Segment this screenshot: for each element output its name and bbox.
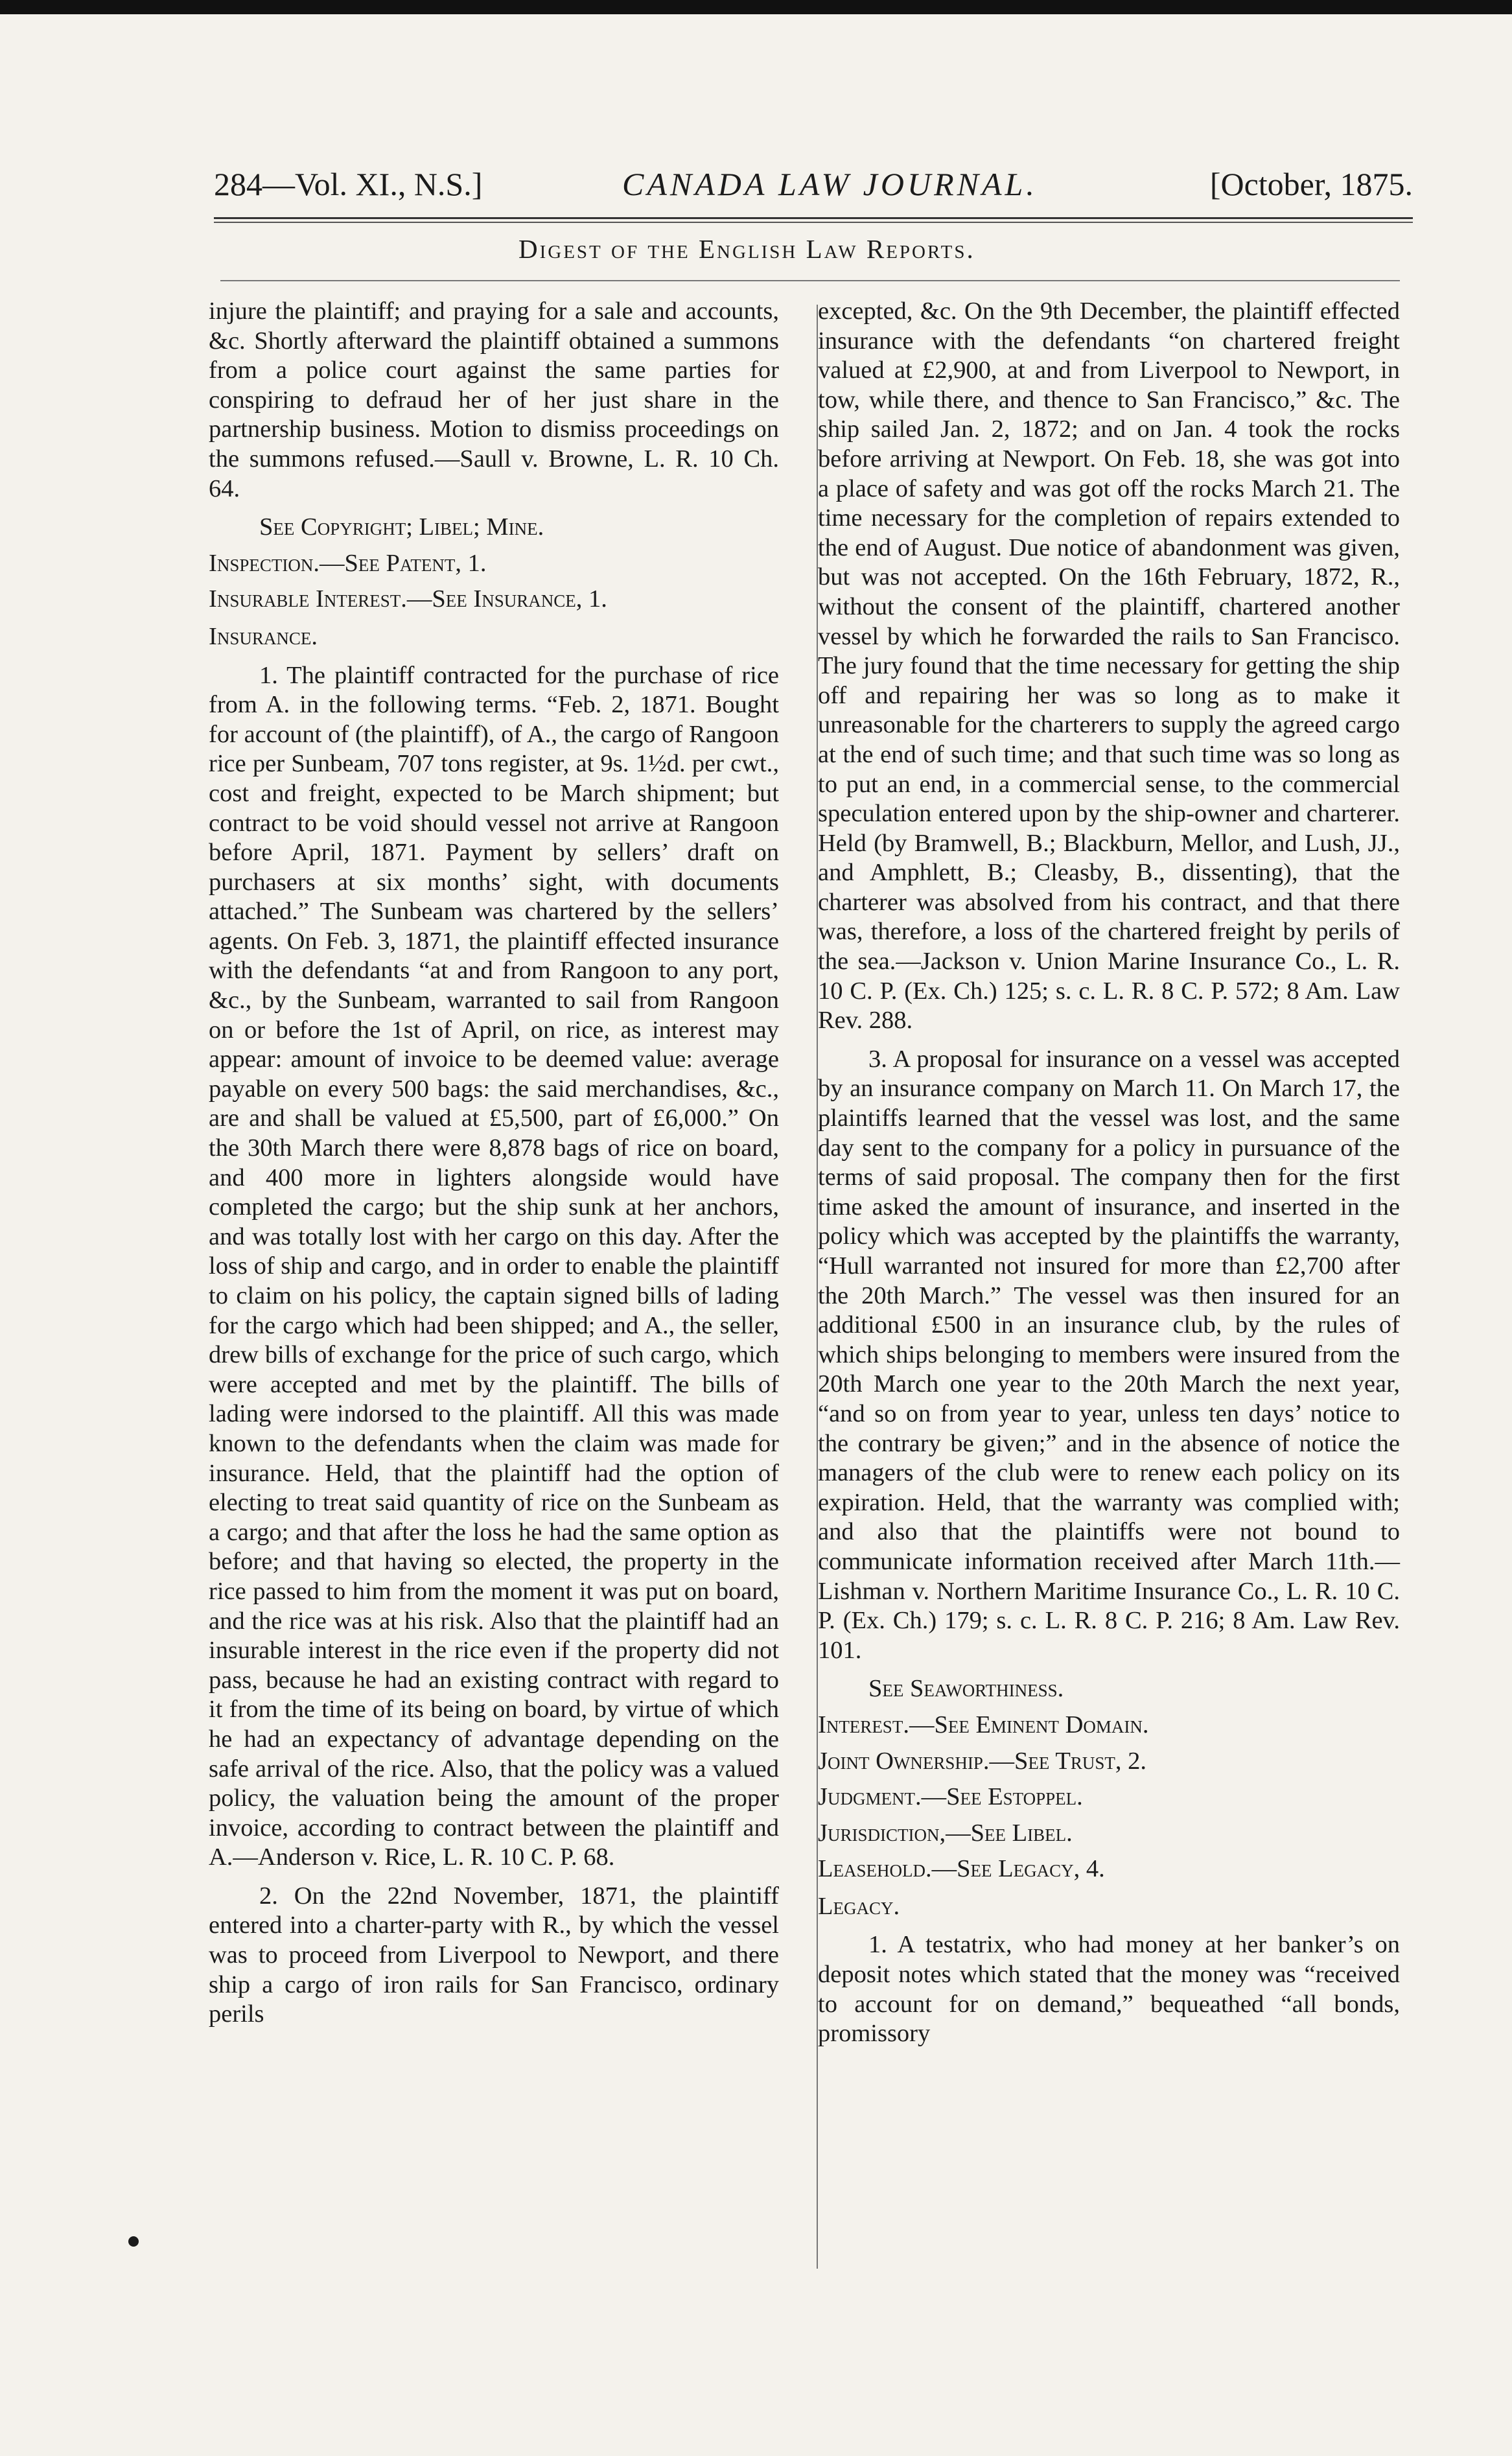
entry-heading: Insurance. [209, 622, 318, 650]
index-entry: Jurisdiction,—See Libel. [818, 1819, 1073, 1847]
index-entry: Inspection.—See Patent, 1. [209, 549, 487, 577]
digest-paragraph: 1. A testatrix, who had money at her banker’s on deposit notes which stated that the money was “received to account for on demand,” bequeathed “all bonds, promissory [818, 1931, 1400, 2048]
header-volume: 284—Vol. XI., N.S.] [214, 166, 483, 202]
digest-paragraph: 2. On the 22nd November, 1871, the plaintiff entered into a charter-party with R., by which the vessel was to proceed from Liverpool to Newport, and there ship a cargo of iron rails for San Francisco, ordinary perils [209, 1882, 779, 2028]
header-date: [October, 1875. [1209, 166, 1413, 202]
right-column [818, 297, 1400, 2049]
margin-mark [128, 2236, 139, 2247]
see-also-reference: See Copyright; Libel; Mine. [259, 513, 544, 541]
index-entry: Joint Ownership.—See Trust, 2. [818, 1747, 1147, 1775]
header-rule-thin [214, 222, 1413, 223]
continued-paragraph: excepted, &c. On the 9th December, the plaintiff effected insurance with the defendants “on chartered freight valued at £2,900, at and from Liverpool to Newport, in tow, while there, and thence to San Francisco,” &c. The ship sailed Jan. 2, 1872; and on Jan. 4 took the rocks before arriving at Newport. On Feb. 18, she was got into a place of safety and was got off the rocks March 21. The time necessary for the completion of repairs extended to the end of August. Due notice of abandonment was given, but was not accepted. On the 16th February, 1872, R., without the consent of the plaintiff, chartered another vessel by which he forwarded the rails to San Francisco. The jury found that the time necessary for getting the ship off and repairing her was so long as to make it unreasonable for the charterers to supply the agreed cargo at the end of such time; and that such time was so long as to put an end, in a commercial sense, to the commercial speculation entered upon by the ship-owner and charterer. Held (by Bramwell, B.; Blackburn, Mellor, and Lush, JJ., and Amphlett, B.; Cleasby, B., dissenting), that the charterer was absolved from his contract, and that there was, therefore, a loss of the chartered freight by perils of the sea.—Jackson v. Union Marine Insurance Co., L. R. 10 C. P. (Ex. Ch.) 125; s. c. L. R. 8 C. P. 572; 8 Am. Law Rev. 288. [818, 298, 1400, 1035]
index-entry: Interest.—See Eminent Domain. [818, 1711, 1149, 1738]
section-rule [220, 280, 1400, 281]
digest-paragraph: 1. The plaintiff contracted for the purchase of rice from A. in the following terms. “Feb. 2, 1871. Bought for account of (the plaintiff), of A., the cargo of Rangoon rice per Sunbeam, 707 tons register, at 9s. 1½d. per cwt., cost and freight, expected to be March shipment; but contract to be void should vessel not arrive at Rangoon before April, 1871. Payment by sellers’ draft on purchasers at six months’ sight, with documents attached.” The Sunbeam was chartered by the sellers’ agents. On Feb. 3, 1871, the plaintiff effected insurance with the defendants “at and from Rangoon to any port, &c., by the Sunbeam, warranted to sail from Rangoon on or before the 1st of April, on rice, as interest may appear: amount of invoice to be deemed value: average payable on every 500 bags: the said merchandises, &c., are and shall be valued at £5,500, part of £6,000.” On the 30th March there were 8,878 bags of rice on board, and 400 more in lighters alongside would have completed the cargo; but the ship sunk at her anchors, and was totally lost with her cargo on this day. After the loss of ship and cargo, and in order to enable the plaintiff to claim on his policy, the captain signed bills of lading for the cargo which had been shipped; and A., the seller, drew bills of exchange for the price of such cargo, which were accepted and met by the plaintiff. The bills of lading were indorsed to the plaintiff. All this was made known to the defendants when the claim was made for insurance. Held, that the plaintiff had the option of electing to treat said quantity of rice on the Sunbeam as a cargo; and that after the loss he had the same option as before; and that having so elected, the property in the rice passed to him from the moment it was put on board, and the rice was at his risk. Also that the plaintiff had an insurable interest in the rice even if the property did not pass, because he had an existing contract with regard to it from the time of its being on board, by virtue of which he had an expectancy of advantage depending on the safe arrival of the rice. Also, that the policy was a valued policy, the valuation being the amount of the proper invoice, according to contract between the plaintiff and A.—Anderson v. Rice, L. R. 10 C. P. 68. [209, 661, 779, 1871]
left-column [209, 297, 779, 2029]
section-heading: Digest of the English Law Reports. [518, 234, 975, 264]
continued-paragraph: injure the plaintiff; and praying for a sale and accounts, &c. Shortly afterward the plaintiff obtained a summons from a police court against the same parties for conspiring to defraud her of her just share in the partnership business. Motion to dismiss proceedings on the summons refused.—Saull v. Browne, L. R. 10 Ch. 64. [209, 298, 779, 502]
see-also-reference: See Seaworthiness. [868, 1675, 1064, 1703]
scan-top-edge [0, 0, 1512, 14]
journal-title: CANADA LAW JOURNAL. [622, 166, 1038, 202]
index-entry: Leasehold.—See Legacy, 4. [818, 1855, 1105, 1883]
index-entry: Judgment.—See Estoppel. [818, 1783, 1083, 1811]
index-entry: Insurable Interest.—See Insurance, 1. [209, 585, 607, 613]
digest-paragraph: 3. A proposal for insurance on a vessel was accepted by an insurance company on March 11. On March 17, the plaintiffs learned that the vessel was lost, and the same day sent to the company for a policy in pursuance of the terms of said proposal. The company then for the first time asked the amount of insurance, and inserted in the policy which was accepted by the plaintiffs the warranty, “Hull warranted not insured for more than £2,700 after the 20th March.” The vessel was then insured for an additional £500 in an insurance club, by the rules of which ships belonging to members were insured from the 20th March one year to the 20th March the next year, “and so on from year to year, unless ten days’ notice to the contrary be given;” and in the absence of notice the managers of the club were to renew each policy on its expiration. Held, that the warranty was complied with; and also that the plaintiffs were not bound to communicate information received after March 11th.—Lishman v. Northern Maritime Insurance Co., L. R. 10 C. P. (Ex. Ch.) 179; s. c. L. R. 8 C. P. 216; 8 Am. Law Rev. 101. [818, 1045, 1400, 1664]
entry-heading: Legacy. [818, 1892, 900, 1920]
header-rule [214, 217, 1413, 219]
running-header [214, 152, 1426, 211]
